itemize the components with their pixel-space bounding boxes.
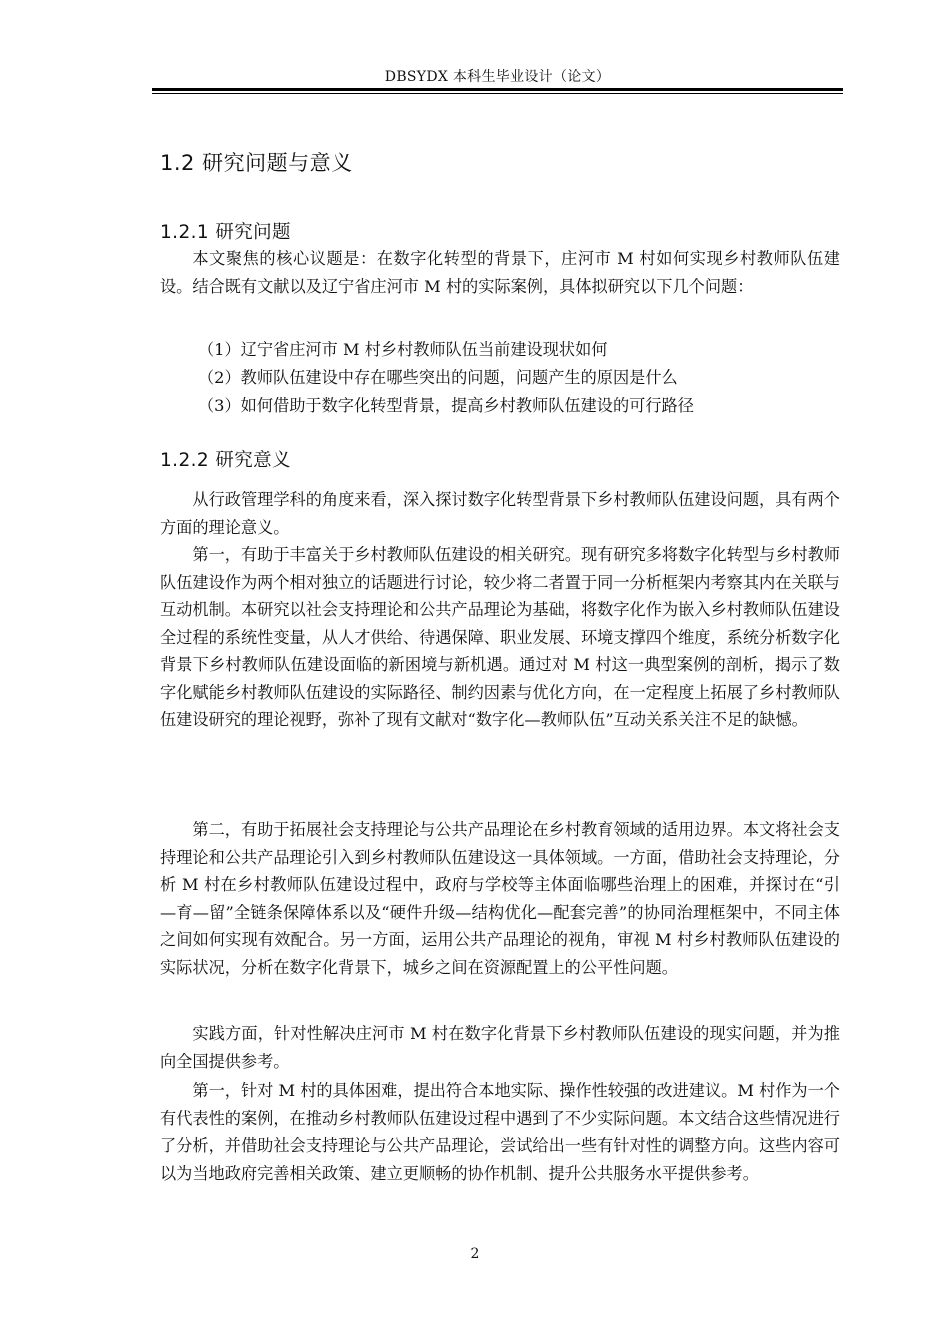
significance-paragraph-5: 第一，针对 M 村的具体困难，提出符合本地实际、操作性较强的改进建议。M 村作为一个有代表性的案例，在推动乡村教师队伍建设过程中遇到了不少实际问题。本文结合这些情况进行了分析，并借助社会支持理论与公共产品理论，尝试给出一些有针对性的调整方向。这些内容可以为当地政府完善相关政策、建立更顺畅的协作机制、提升公共服务水平提供参考。 [160, 1081, 840, 1183]
section-heading: 1.2 研究问题与意义 [160, 151, 353, 175]
significance-paragraph-2: 第一，有助于丰富关于乡村教师队伍建设的相关研究。现有研究多将数字化转型与乡村教师队伍建设作为两个相对独立的话题进行讨论，较少将二者置于同一分析框架内考察其内在关联与互动机制。本研究以社会支持理论和公共产品理论为基础，将数字化作为嵌入乡村教师队伍建设全过程的系统性变量，从人才供给、待遇保障、职业发展、环境支撑四个维度，系统分析数字化背景下乡村教师队伍建设面临的新困境与新机遇。通过对 M 村这一典型案例的剖析，揭示了数字化赋能乡村教师队伍建设的实际路径、制约因素与优化方向，在一定程度上拓展了乡村教师队伍建设研究的理论视野，弥补了现有文献对“数字化—教师队伍”互动关系关注不足的缺憾。 [160, 545, 840, 729]
significance-paragraph-1: 从行政管理学科的角度来看，深入探讨数字化转型背景下乡村教师队伍建设问题，具有两个方面的理论意义。 [160, 490, 840, 537]
subsection-heading-research-questions: 1.2.1 研究问题 [160, 222, 291, 243]
header-rule-thin [152, 93, 843, 94]
page-number: 2 [470, 1246, 480, 1262]
page-header: DBSYDX 本科生毕业设计（论文） [384, 69, 611, 85]
research-question-1: （1）辽宁省庄河市 M 村乡村教师队伍当前建设现状如何 [198, 340, 608, 359]
significance-paragraph-4: 实践方面，针对性解决庄河市 M 村在数字化背景下乡村教师队伍建设的现实问题，并为推向全国提供参考。 [160, 1024, 840, 1071]
research-question-3: （3）如何借助于数字化转型背景，提高乡村教师队伍建设的可行路径 [198, 396, 694, 415]
research-questions-intro: 本文聚焦的核心议题是：在数字化转型的背景下，庄河市 M 村如何实现乡村教师队伍建设。结合既有文献以及辽宁省庄河市 M 村的实际案例，具体拟研究以下几个问题： [160, 249, 840, 296]
significance-paragraph-3: 第二，有助于拓展社会支持理论与公共产品理论在乡村教育领域的适用边界。本文将社会支持理论和公共产品理论引入到乡村教师队伍建设这一具体领域。一方面，借助社会支持理论，分析 M 村在乡村教师队伍建设过程中，政府与学校等主体面临哪些治理上的困难，并探讨在“引—育—留”全链条保障体系以及“硬件升级—结构优化—配套完善”的协同治理框架中，不同主体之间如何实现有效配合。另一方面，运用公共产品理论的视角，审视 M 村乡村教师队伍建设的实际状况，分析在数字化背景下，城乡之间在资源配置上的公平性问题。 [160, 820, 840, 977]
research-question-2: （2）教师队伍建设中存在哪些突出的问题，问题产生的原因是什么 [198, 368, 678, 387]
header-rule-thick [152, 88, 843, 91]
subsection-heading-significance: 1.2.2 研究意义 [160, 450, 291, 471]
